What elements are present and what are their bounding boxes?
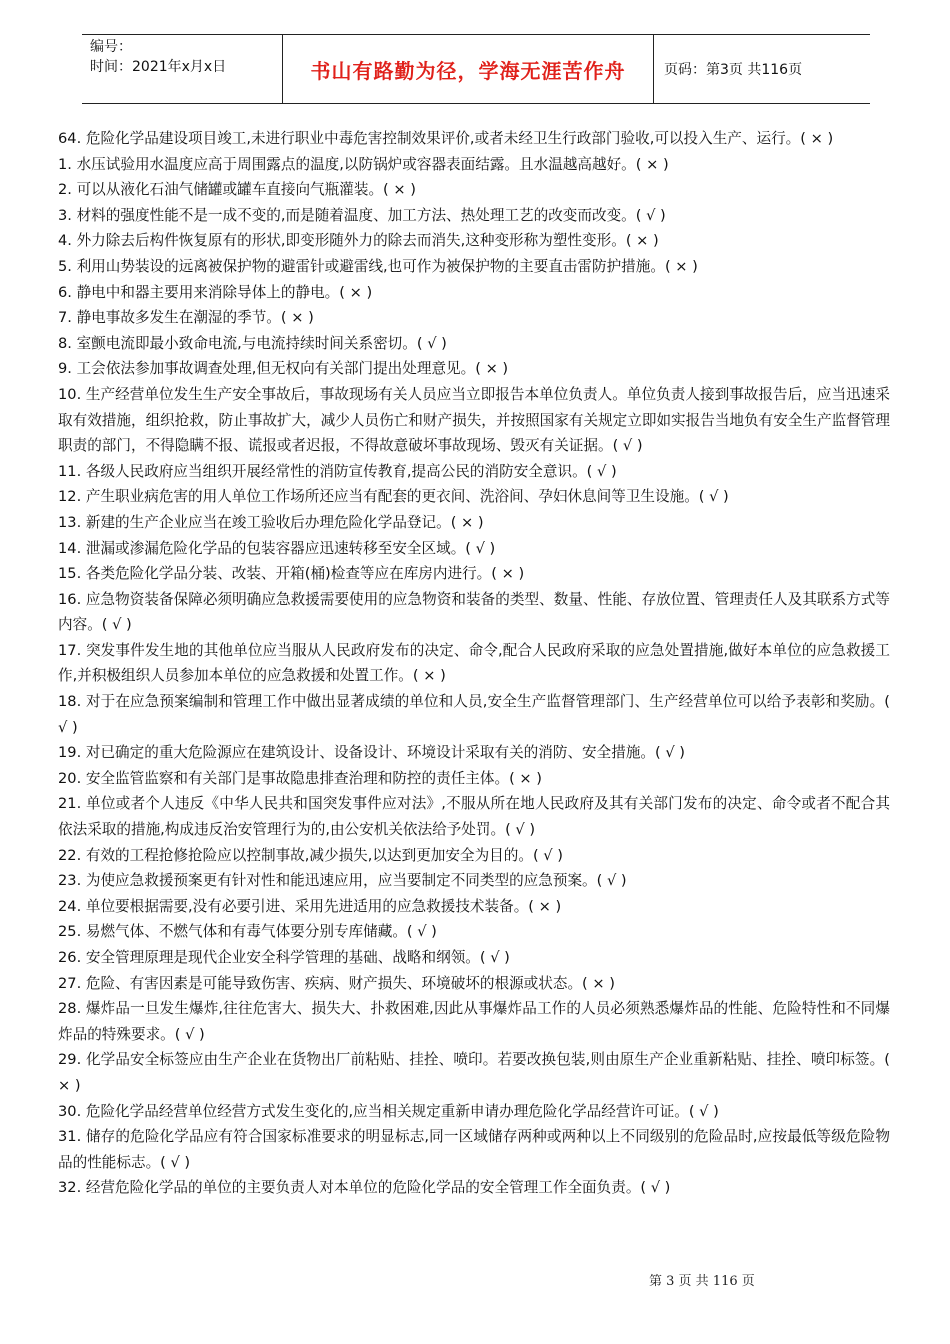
question-item: 25. 易燃气体、不燃气体和有毒气体要分别专库储藏。( √ ) [58, 923, 437, 941]
header-meta [82, 35, 282, 103]
question-item: 17. 突发事件发生地的其他单位应当服从人民政府发布的决定、命令,配合人民政府采取的应急处置措施,做好本单位的应急救援工作,并积极组织人员参加本单位的应急救援和处置工作。( × ) [58, 641, 890, 685]
question-item: 8. 室颤电流即最小致命电流,与电流持续时间关系密切。( √ ) [58, 334, 447, 352]
question-item: 26. 安全管理原理是现代企业安全科学管理的基础、战略和纲领。( √ ) [58, 949, 510, 966]
question-item: 20. 安全监管监察和有关部门是事故隐患排查治理和防控的责任主体。( × ) [58, 769, 542, 787]
question-item: 1. 水压试验用水温度应高于周围露点的温度,以防锅炉或容器表面结露。且水温越高越好。( × ) [58, 155, 669, 173]
question-item: 29. 化学品安全标签应由生产企业在货物出厂前粘贴、挂拴、喷印。若要改换包装,则由原生产企业重新粘贴、挂拴、喷印标签。( × ) [58, 1051, 890, 1094]
question-item: 24. 单位要根据需要,没有必要引进、采用先进适用的应急救援技术装备。( × ) [58, 897, 562, 915]
question-item: 19. 对已确定的重大危险源应在建筑设计、设备设计、环境设计采取有关的消防、安全措施。( √ ) [58, 744, 685, 762]
question-item: 11. 各级人民政府应当组织开展经常性的消防宣传教育,提高公民的消防安全意识。( √ ) [58, 462, 617, 480]
question-item: 10. 生产经营单位发生生产安全事故后，事故现场有关人员应当立即报告本单位负责人。单位负责人接到事故报告后，应当迅速采取有效措施，组织抢救，防止事故扩大，减少人员伤亡和财产损失，并按照国家有关规定立即如实报告当地负有安全生产监督管理职责的部门，不得隐瞒不报、谎报或者迟报，不得故意破坏事故现场、毁灭有关证据。( √ ) [58, 385, 890, 455]
page-footer: 第 3 页 共 116 页 [649, 1274, 755, 1289]
question-item: 4. 外力除去后构件恢复原有的形状,即变形随外力的除去而消失,这种变形称为塑性变形。( × ) [58, 232, 659, 250]
question-item: 28. 爆炸品一旦发生爆炸,往往危害大、损失大、扑救困难,因此从事爆炸品工作的人员必须熟悉爆炸品的性能、危险特性和不同爆炸品的特殊要求。( √ ) [58, 1000, 890, 1043]
question-list [58, 126, 890, 1201]
question-item: 13. 新建的生产企业应当在竣工验收后办理危险化学品登记。( × ) [58, 513, 484, 531]
question-item: 6. 静电中和器主要用来消除导体上的静电。( × ) [58, 283, 373, 301]
question-item: 64. 危险化学品建设项目竣工,未进行职业中毒危害控制效果评价,或者未经卫生行政部门验收,可以投入生产、运行。( × ) [58, 130, 834, 147]
question-item: 5. 利用山势装设的远离被保护物的避雷针或避雷线,也可作为被保护物的主要直击雷防护措施。( × ) [58, 257, 698, 275]
page-header [82, 34, 870, 104]
question-item: 2. 可以从液化石油气储罐或罐车直接向气瓶灌装。( × ) [58, 181, 416, 199]
number-label: 编号： [90, 39, 132, 55]
question-item: 15. 各类危险化学品分装、改装、开箱(桶)检查等应在库房内进行。( × ) [58, 565, 525, 583]
time-label: 时间：2021年x月x日 [90, 59, 227, 75]
question-item: 12. 产生职业病危害的用人单位工作场所还应当有配套的更衣间、洗浴间、孕妇休息间等卫生设施。( √ ) [58, 488, 729, 506]
question-item: 18. 对于在应急预案编制和管理工作中做出显著成绩的单位和人员,安全生产监督管理部门、生产经营单位可以给予表彰和奖励。( √ ) [58, 693, 890, 736]
header-motto: 书山有路勤为径，学海无涯苦作舟 [282, 35, 654, 103]
question-item: 22. 有效的工程抢修抢险应以控制事故,减少损失,以达到更加安全为目的。( √ ) [58, 846, 563, 864]
question-item: 32. 经营危险化学品的单位的主要负责人对本单位的危险化学品的安全管理工作全面负责。( √ ) [58, 1179, 671, 1197]
question-item: 31. 储存的危险化学品应有符合国家标准要求的明显标志,同一区域储存两种或两种以上不同级别的危险品时,应按最低等级危险物品的性能标志。( √ ) [58, 1128, 890, 1171]
question-item: 16. 应急物资装备保障必须明确应急救援需要使用的应急物资和装备的类型、数量、性能、存放位置、管理责任人及其联系方式等内容。( √ ) [58, 590, 890, 634]
question-item: 3. 材料的强度性能不是一成不变的,而是随着温度、加工方法、热处理工艺的改变而改变。( √ ) [58, 206, 666, 224]
question-item: 21. 单位或者个人违反《中华人民共和国突发事件应对法》,不服从所在地人民政府及其有关部门发布的决定、命令或者不配合其依法采取的措施,构成违反治安管理行为的,由公安机关依法给予处罚。( √ ) [58, 795, 890, 839]
question-item: 27. 危险、有害因素是可能导致伤害、疾病、财产损失、环境破坏的根源或状态。( × ) [58, 974, 615, 992]
question-item: 9. 工会依法参加事故调查处理,但无权向有关部门提出处理意见。( × ) [58, 360, 509, 378]
question-item: 30. 危险化学品经营单位经营方式发生变化的,应当相关规定重新申请办理危险化学品经营许可证。( √ ) [58, 1102, 719, 1120]
header-page-label: 页码：第3页 共116页 [664, 62, 803, 78]
question-item: 7. 静电事故多发生在潮湿的季节。( × ) [58, 309, 314, 327]
question-item: 14. 泄漏或渗漏危险化学品的包装容器应迅速转移至安全区域。( √ ) [58, 539, 496, 557]
question-item: 23. 为使应急救援预案更有针对性和能迅速应用，应当要制定不同类型的应急预案。( √ ) [58, 872, 627, 890]
